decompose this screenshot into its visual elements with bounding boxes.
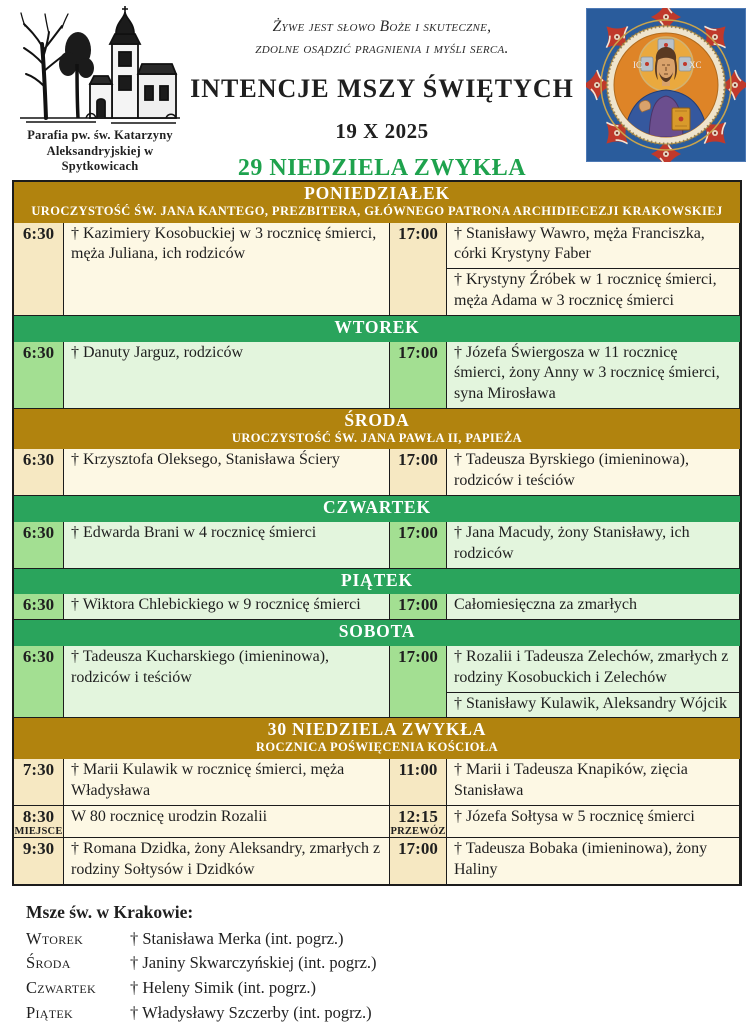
christ-pantocrator-icon — [586, 8, 746, 162]
mass-time-cell — [390, 223, 447, 315]
krakow-masses-footer — [26, 902, 754, 1026]
day-header-label: PONIEDZIAŁEK — [304, 183, 450, 203]
scripture-quote — [186, 16, 578, 59]
day-header — [14, 569, 740, 595]
mass-time-cell — [390, 838, 447, 884]
mass-intention: † Stanisławy Kulawik, Aleksandry Wójcik — [447, 692, 739, 718]
footer-item — [26, 976, 754, 1001]
mass-time-cell — [390, 522, 447, 568]
mass-intentions-cell — [447, 759, 740, 805]
mass-time-cell — [14, 223, 64, 315]
day-header — [14, 620, 740, 646]
mass-intentions-cell — [447, 594, 740, 619]
mass-time: 6:30 — [22, 595, 55, 615]
mass-intentions-cell — [447, 806, 740, 837]
mass-intention: † Józefa Świergosza w 11 rocznicę śmierci, żony Anny w 3 rocznicę śmierci, syna Mirosława — [454, 343, 720, 403]
mass-intention: Całomiesięczna za zmarłych — [454, 596, 638, 614]
mass-time: 6:30 — [22, 450, 55, 470]
mass-time-note: PRZEWÓZ — [390, 825, 446, 837]
footer-item-day: Czwartek — [26, 978, 97, 998]
footer-list — [26, 927, 754, 1026]
mass-intentions-cell — [447, 522, 740, 568]
footer-item — [26, 927, 754, 952]
mass-time-cell — [14, 759, 64, 805]
header-center — [186, 16, 578, 182]
day-header-label: WTOREK — [334, 316, 420, 337]
footer-item-day: Piątek — [26, 1002, 73, 1022]
mass-time: 12:15 — [398, 806, 438, 826]
mass-time: 6:30 — [22, 522, 55, 542]
mass-intention: † Jana Macudy, żony Stanisławy, ich rodziców — [454, 523, 690, 562]
mass-time-cell — [14, 522, 64, 568]
mass-intentions-cell — [64, 646, 390, 717]
mass-intention: † Marii i Tadeusza Knapików, zięcia Stanisława — [454, 760, 688, 799]
day-header — [14, 316, 740, 342]
mass-intention: † Edwarda Brani w 4 rocznicę śmierci — [71, 523, 317, 541]
day-header-label: 30 NIEDZIELA ZWYKŁA — [267, 719, 487, 740]
parish-church-illustration — [16, 6, 184, 128]
mass-time: 17:00 — [398, 450, 438, 470]
mass-intention: † Romana Dzidka, żony Aleksandry, zmarłych z rodziny Sołtysów i Dzidków — [71, 839, 381, 878]
page-title: INTENCJE MSZY ŚWIĘTYCH — [190, 74, 574, 104]
mass-intentions-cell — [447, 449, 740, 495]
mass-row — [14, 522, 740, 568]
mass-intentions-cell — [64, 806, 390, 837]
mass-row — [14, 342, 740, 408]
day-header-label: SOBOTA — [338, 621, 416, 642]
sunday-title: 29 NIEDZIELA ZWYKŁA — [237, 155, 527, 182]
mass-intentions-cell — [447, 646, 740, 717]
day-section — [14, 568, 740, 620]
mass-intention: † Marii Kulawik w rocznicę śmierci, męża Władysława — [71, 760, 345, 799]
footer-item — [26, 1001, 754, 1026]
mass-time-cell — [14, 806, 64, 837]
mass-time: 9:30 — [22, 838, 55, 858]
mass-intentions-cell — [64, 342, 390, 408]
day-section — [14, 717, 740, 883]
mass-time: 17:00 — [398, 647, 438, 667]
mass-intention: W 80 rocznicę urodzin Rozalii — [71, 807, 268, 825]
mass-time-cell — [14, 449, 64, 495]
footer-item-intention: † Stanisława Merka (int. pogrz.) — [130, 928, 344, 948]
icon-inscription-ic: IC — [633, 60, 642, 70]
mass-row — [14, 594, 740, 619]
mass-time-cell — [390, 449, 447, 495]
page-date: 19 X 2025 — [335, 119, 429, 144]
day-header-label: ŚRODA — [344, 409, 410, 430]
mass-time-cell — [390, 759, 447, 805]
mass-intentions-cell — [64, 759, 390, 805]
mass-row — [14, 223, 740, 315]
schedule-table — [12, 180, 742, 886]
mass-intention: † Tadeusza Bobaka (imieninowa), żony Haliny — [454, 839, 708, 878]
mass-time: 17:00 — [398, 342, 438, 362]
day-section — [14, 495, 740, 567]
mass-time-cell — [14, 342, 64, 408]
footer-item-intention: † Janiny Skwarczyńskiej (int. pogrz.) — [130, 953, 377, 973]
mass-intention: † Tadeusza Kucharskiego (imieninowa), rodziców i teściów — [71, 648, 330, 686]
day-header — [14, 409, 740, 450]
mass-intention: † Wiktora Chlebickiego w 9 rocznicę śmierci — [71, 596, 361, 614]
parish-logo — [14, 6, 186, 174]
mass-time: 17:00 — [398, 522, 438, 542]
icon-inscription-xc: XC — [689, 60, 702, 70]
day-header-subtitle: UROCZYSTOŚĆ ŚW. JANA PAWŁA II, PAPIEŻA — [231, 430, 523, 445]
mass-intention: † Rozalii i Tadeusza Zelechów, zmarłych z rodziny Kosobuckich i Zelechów — [454, 648, 729, 686]
footer-item-intention: † Władysławy Szczerby (int. pogrz.) — [130, 1002, 372, 1022]
footer-item — [26, 951, 754, 976]
day-header — [14, 496, 740, 522]
mass-time-cell — [390, 594, 447, 619]
day-section — [14, 408, 740, 495]
day-header-label: PIĄTEK — [341, 569, 413, 590]
parish-caption-line1: Parafia pw. św. Katarzyny — [27, 128, 173, 142]
mass-row — [14, 449, 740, 495]
mass-intention: † Kazimiery Kosobuckiej w 3 rocznicę śmierci, męża Juliana, ich rodziców — [71, 224, 377, 263]
mass-time: 6:30 — [22, 223, 55, 243]
day-section — [14, 315, 740, 408]
mass-row — [14, 759, 740, 805]
mass-time: 6:30 — [22, 342, 55, 362]
mass-intentions-cell — [64, 223, 390, 315]
quote-line1: Żywe jest słowo Boże i skuteczne, — [272, 18, 492, 35]
day-header — [14, 182, 740, 223]
day-header-subtitle: ROCZNICA POŚWIĘCENIA KOŚCIOŁA — [255, 740, 499, 755]
mass-row — [14, 837, 740, 884]
parish-caption — [14, 128, 186, 175]
mass-time-cell — [14, 838, 64, 884]
mass-intention: † Danuty Jarguz, rodziców — [71, 343, 244, 361]
mass-time: 6:30 — [22, 647, 55, 667]
day-header — [14, 718, 740, 759]
mass-intentions-cell — [64, 838, 390, 884]
footer-item-day: Wtorek — [26, 928, 84, 948]
mass-time: 17:00 — [398, 595, 438, 615]
quote-line2: zdolne osądzić pragnienia i myśli serca. — [255, 39, 509, 57]
mass-intention: † Stanisławy Wawro, męża Franciszka, córki Krystyny Faber — [454, 224, 705, 263]
mass-time-cell — [14, 646, 64, 717]
mass-intentions-cell — [64, 522, 390, 568]
parish-caption-line2: Aleksandryjskiej w Spytkowicach — [46, 143, 154, 174]
footer-title: Msze św. w Krakowie: — [26, 901, 194, 922]
mass-intention: † Krzysztofa Oleksego, Stanisława Ściery — [71, 451, 340, 469]
mass-time: 8:30 — [22, 806, 55, 826]
mass-time-cell — [390, 342, 447, 408]
mass-intention: † Tadeusza Byrskiego (imieninowa), rodziców i teściów — [454, 451, 689, 490]
mass-time: 17:00 — [398, 838, 438, 858]
mass-time: 17:00 — [398, 223, 438, 243]
mass-time-cell — [390, 646, 447, 717]
day-header-subtitle: UROCZYSTOŚĆ ŚW. JANA KANTEGO, PREZBITERA, GŁÓWNEGO PATRONA ARCHIDIECEZJI KRAKOWSKIEJ — [31, 203, 723, 218]
footer-item-intention: † Heleny Simik (int. pogrz.) — [130, 978, 317, 998]
page-header — [0, 0, 754, 182]
mass-time: 11:00 — [398, 759, 438, 779]
mass-intentions-cell — [447, 838, 740, 884]
day-section — [14, 619, 740, 717]
mass-intentions-cell — [447, 223, 740, 315]
mass-time-cell — [14, 594, 64, 619]
mass-intention: † Krystyny Źróbek w 1 rocznicę śmierci, męża Adama w 3 rocznicę śmierci — [447, 268, 739, 315]
mass-row — [14, 646, 740, 717]
mass-intentions-cell — [64, 449, 390, 495]
mass-time-note: MIEJSCE — [14, 825, 63, 837]
footer-item-day: Środa — [26, 953, 71, 973]
mass-time-cell — [390, 806, 447, 837]
mass-intention: † Józefa Sołtysa w 5 rocznicę śmierci — [454, 807, 695, 825]
mass-intentions-cell — [447, 342, 740, 408]
mass-intentions-cell — [64, 594, 390, 619]
day-header-label: CZWARTEK — [323, 497, 431, 518]
day-section — [14, 182, 740, 315]
mass-row — [14, 805, 740, 837]
mass-time: 7:30 — [22, 759, 55, 779]
